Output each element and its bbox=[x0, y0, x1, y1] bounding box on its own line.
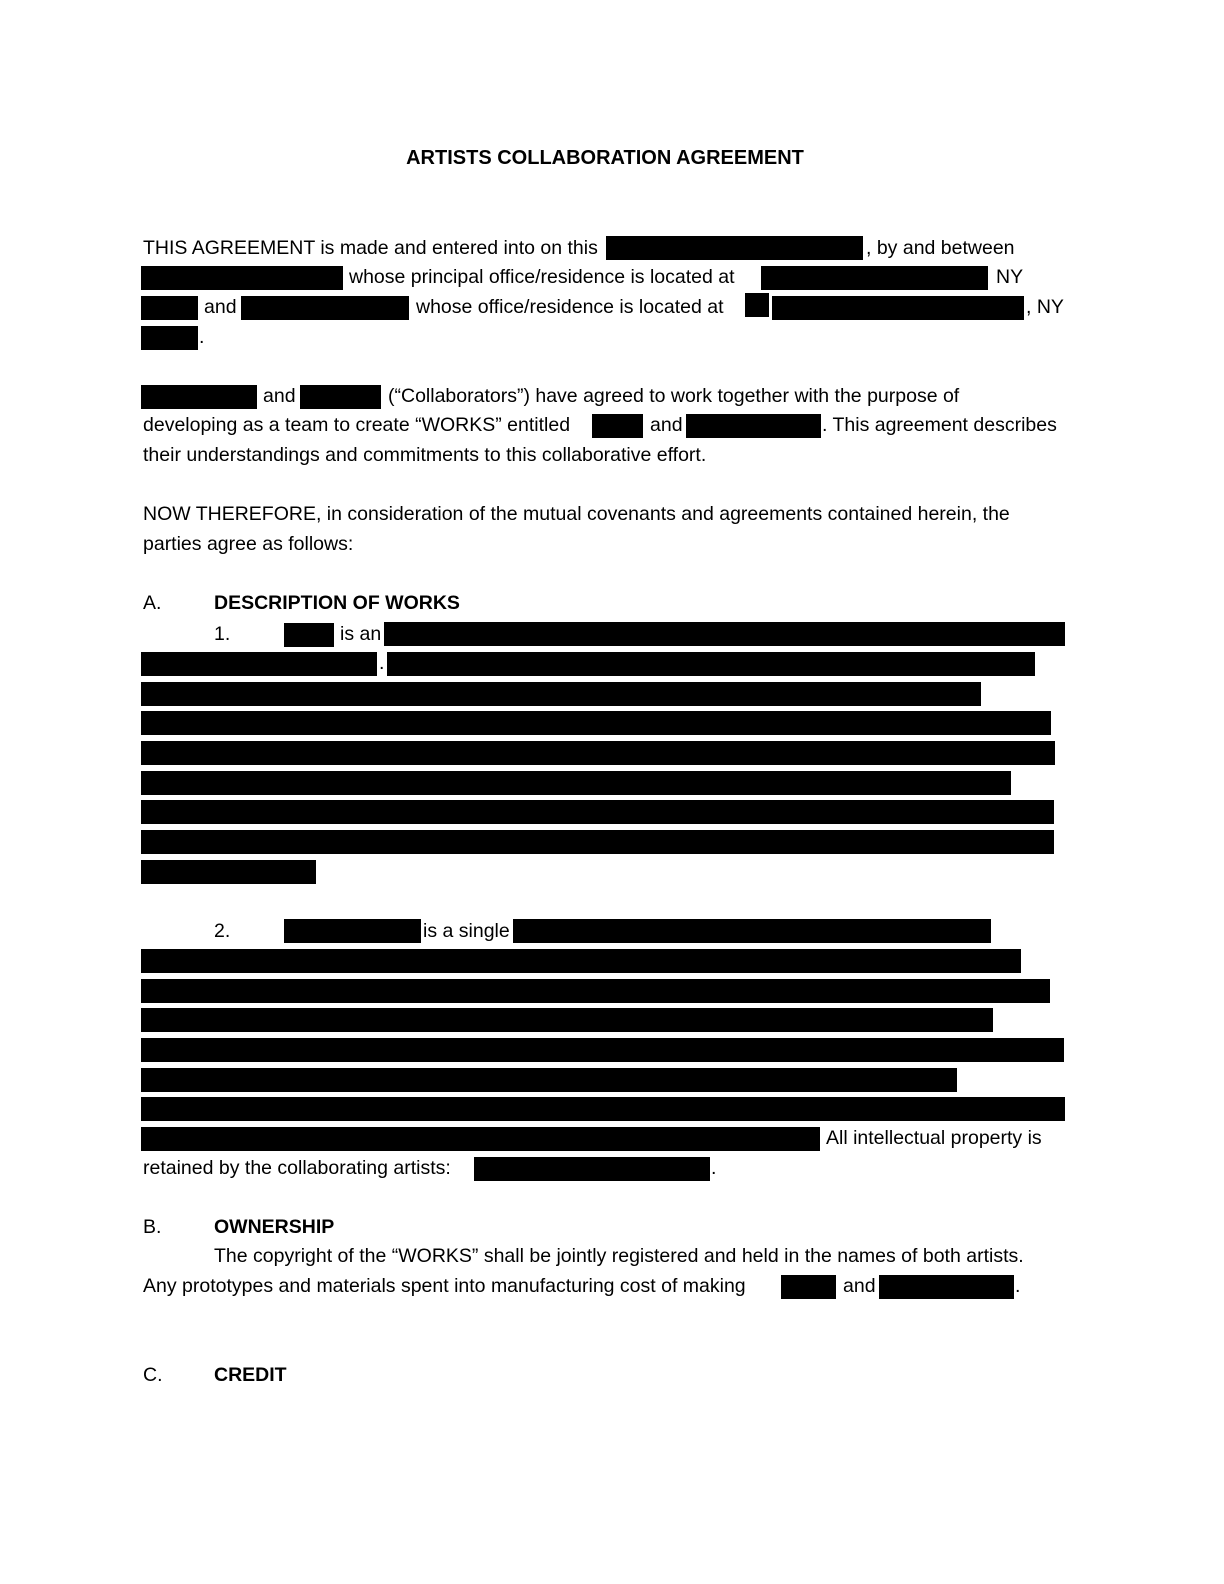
intro-line-1: THIS AGREEMENT is made and entered into on this bbox=[143, 237, 598, 259]
redaction-address-1 bbox=[761, 266, 988, 290]
redaction-item-1-name bbox=[284, 623, 334, 647]
redaction-item-2-line-4 bbox=[141, 1008, 993, 1032]
redaction-party-2 bbox=[241, 296, 409, 320]
para2-line-2: developing as a team to create “WORKS” entitled bbox=[143, 414, 571, 436]
item-1-number: 1. bbox=[214, 623, 231, 645]
section-a-heading: DESCRIPTION OF WORKS bbox=[214, 592, 460, 614]
item-1-text: is an bbox=[340, 623, 382, 645]
redaction-address-2a bbox=[745, 293, 769, 317]
section-b-heading: OWNERSHIP bbox=[214, 1216, 335, 1238]
intro-line-3: whose office/residence is located at bbox=[416, 296, 724, 318]
ownership-line-1: The copyright of the “WORKS” shall be jointly registered and held in the names of both artists. bbox=[214, 1245, 1024, 1267]
para3-line-1: NOW THEREFORE, in consideration of the mutual covenants and agreements contained herein, the bbox=[143, 503, 1010, 525]
ownership-and: and bbox=[843, 1275, 876, 1297]
intro-line-3-state: , NY bbox=[1026, 296, 1064, 318]
redaction-ownership-work-1 bbox=[781, 1275, 836, 1299]
redaction-item-1-line-5 bbox=[141, 741, 1055, 765]
redaction-item-2-line-8 bbox=[141, 1127, 820, 1151]
redaction-party-1 bbox=[141, 266, 343, 290]
redaction-collaborator-1 bbox=[141, 385, 257, 409]
para2-line-2-and: and bbox=[650, 414, 683, 436]
para2-line-1: (“Collaborators”) have agreed to work together with the purpose of bbox=[388, 385, 960, 407]
para2-line-2-end: . This agreement describes bbox=[822, 414, 1057, 436]
retained-period: . bbox=[711, 1157, 717, 1179]
redaction-work-2 bbox=[686, 414, 821, 438]
redaction-item-2-line-7 bbox=[141, 1097, 1065, 1121]
redaction-item-1-line-6 bbox=[141, 771, 1011, 795]
section-c-letter: C. bbox=[143, 1364, 163, 1386]
redaction-item-2-line-6 bbox=[141, 1068, 957, 1092]
intro-line-1-end: , by and between bbox=[866, 237, 1015, 259]
redaction-item-1-line-3 bbox=[141, 682, 981, 706]
ip-text: All intellectual property is bbox=[826, 1127, 1042, 1149]
redaction-date bbox=[606, 236, 863, 260]
redaction-address-2b bbox=[772, 296, 1024, 320]
redaction-zip-2 bbox=[141, 326, 198, 350]
redaction-collaborator-2 bbox=[300, 385, 381, 409]
redaction-artists bbox=[474, 1157, 710, 1181]
redaction-item-1-line-2b bbox=[387, 652, 1035, 676]
document-title: ARTISTS COLLABORATION AGREEMENT bbox=[406, 147, 804, 169]
redaction-item-2-line-2 bbox=[141, 949, 1021, 973]
item-1-period: . bbox=[379, 652, 385, 674]
intro-line-4-period: . bbox=[199, 326, 205, 348]
redaction-item-1-line-2a bbox=[141, 652, 377, 676]
section-c-heading: CREDIT bbox=[214, 1364, 287, 1386]
redaction-item-1-line-1 bbox=[384, 622, 1065, 646]
intro-line-2-state: NY bbox=[996, 266, 1024, 288]
redaction-item-2-line-5 bbox=[141, 1038, 1064, 1062]
intro-line-3-and: and bbox=[204, 296, 237, 318]
redaction-item-2-name bbox=[284, 919, 421, 943]
section-b-letter: B. bbox=[143, 1216, 162, 1238]
ownership-period: . bbox=[1015, 1275, 1021, 1297]
item-2-text: is a single bbox=[423, 920, 510, 942]
redaction-item-1-line-7 bbox=[141, 800, 1054, 824]
redaction-item-1-line-8 bbox=[141, 830, 1054, 854]
item-2-number: 2. bbox=[214, 920, 231, 942]
redaction-item-1-line-4 bbox=[141, 711, 1051, 735]
redaction-item-2-line-1 bbox=[513, 919, 991, 943]
redaction-work-1 bbox=[592, 414, 643, 438]
para2-and: and bbox=[263, 385, 296, 407]
retained-text: retained by the collaborating artists: bbox=[143, 1157, 451, 1179]
para2-line-3: their understandings and commitments to this collaborative effort. bbox=[143, 444, 707, 466]
ownership-line-2: Any prototypes and materials spent into manufacturing cost of making bbox=[143, 1275, 746, 1297]
redaction-item-1-line-9 bbox=[141, 860, 316, 884]
intro-line-2: whose principal office/residence is located at bbox=[349, 266, 735, 288]
redaction-item-2-line-3 bbox=[141, 979, 1050, 1003]
redaction-ownership-work-2 bbox=[879, 1275, 1014, 1299]
para3-line-2: parties agree as follows: bbox=[143, 533, 354, 555]
redaction-zip-1 bbox=[141, 296, 198, 320]
section-a-letter: A. bbox=[143, 592, 162, 614]
